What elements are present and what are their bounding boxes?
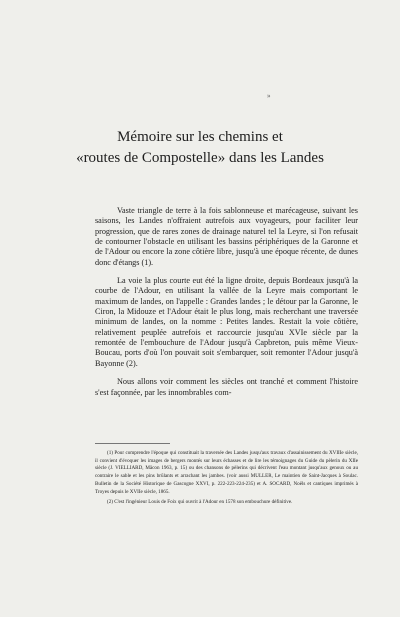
page-title xyxy=(0,127,400,169)
footnotes xyxy=(95,450,358,510)
body-text xyxy=(95,206,358,406)
paragraph-2: La voie la plus courte eut été la ligne droite, depuis Bordeaux jusqu'à la courbe de l'Adour, en utilisant la vallée de la Leyre mais comportant le maximum de landes, on l'appelle : Grandes landes ; le détour par la Garonne, le Ciron, la Midouze et l'Adour était le plus long, mais recherchant une traversée minimum de landes, on la nomme : Petites landes. Restait la voie côtière, relativement peuplée autrefois et raccourcie jusqu'au XVIe siècle par la remontée de l'embouchure de l'Adour jusqu'à Capbreton, puis même Vieux-Boucau, ports d'où l'on pouvait soit s'embarquer, soit remonter l'Adour jusqu'à Bayonne (2). xyxy=(95,276,358,368)
footnote-1: (1) Pour comprendre l'époque qui constituait la traversée des Landes jusqu'aux travaux d'assainissement du XVIIIe siècle, il convient d'évoquer les images de bergers montés sur leurs échasses et de lire les témoignages du Guide du pèlerin du XIIe siècle (J. VIELLIARD, Mâcon 1963, p. 15) ou des chansons de pèlerins qui décrivent l'eau montant jusqu'aux genoux ou au contraire le sable et les pins brûlants et arrachant les jambes. (voir aussi MULLER, Le maintien de Saint-Jacques à Soulac. Bulletin de la Société Historique de Gascogne XXVI, p. 222-223-224-235) et A. SOCARD, Noëls et cantiques imprimés à Troyes depuis le XVIIe siècle, 1865. xyxy=(95,450,358,495)
paragraph-3: Nous allons voir comment les siècles ont tranché et comment l'histoire s'est façonnée, par les innombrables com- xyxy=(95,377,358,397)
paragraph-1: Vaste triangle de terre à la fois sablonneuse et marécageuse, suivant les saisons, les Landes n'offraient autrefois aux voyageurs, pour faciliter leur progression, que de rares zones de drainage naturel tel la Leyre, si l'on refusait de contourner l'obstacle en utilisant les bassins périphériques de la Garonne et de l'Adour ou encore la zone côtière libre, jusqu'à une époque récente, de dunes donc d'étangs (1). xyxy=(95,206,358,267)
page-mark: » xyxy=(267,92,271,100)
footnote-2: (2) C'est l'ingénieur Louis de Foix qui ouvrit à l'Adour en 1578 son embouchure définitive. xyxy=(107,499,293,506)
title-line-2: «routes de Compostelle» dans les Landes xyxy=(76,150,324,166)
footnote-divider xyxy=(95,443,170,444)
title-line-1: Mémoire sur les chemins et xyxy=(117,129,283,145)
